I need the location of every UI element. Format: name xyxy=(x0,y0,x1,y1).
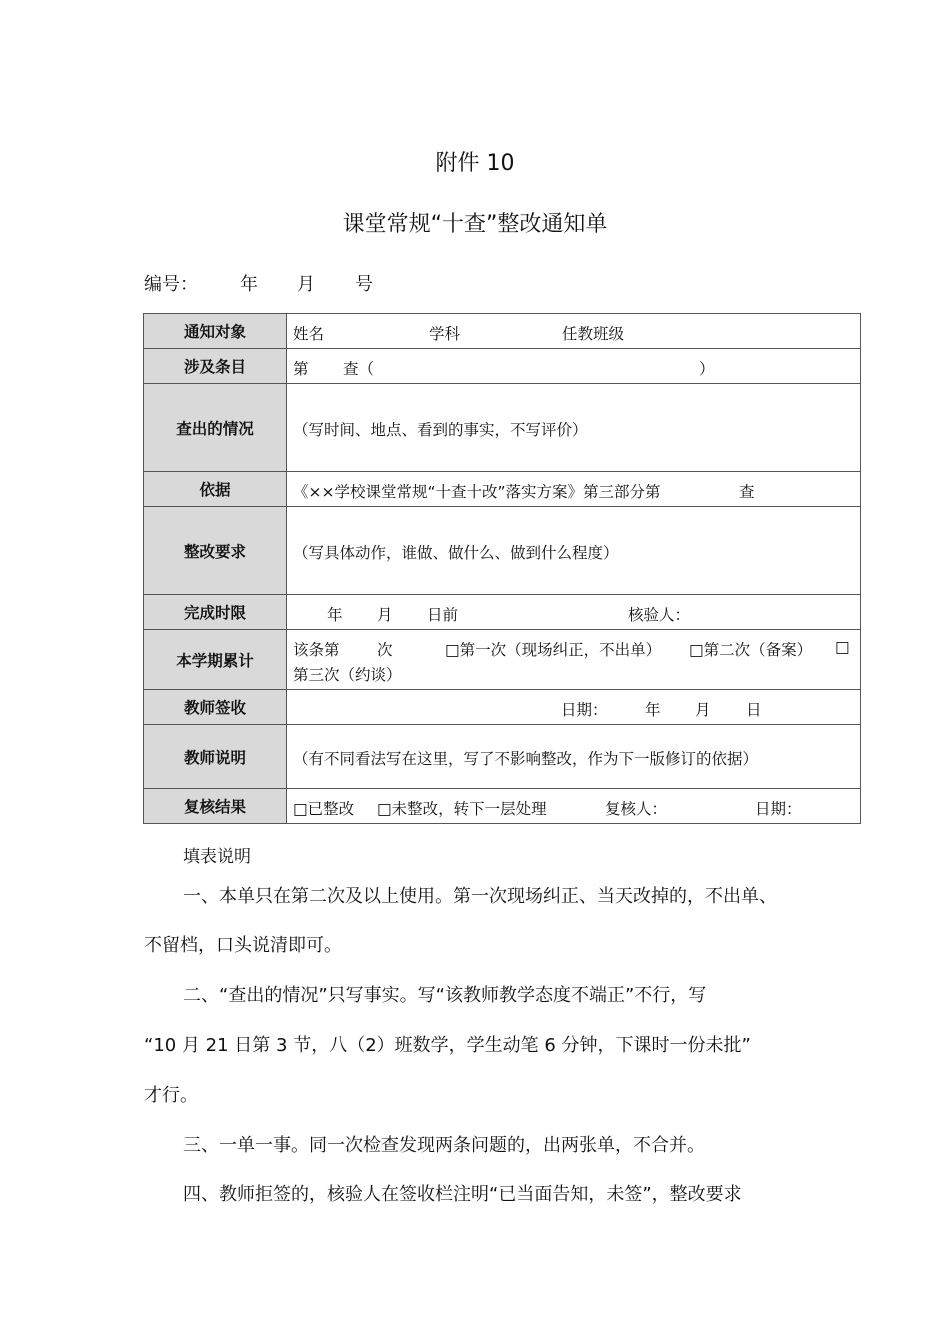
row-notify-target xyxy=(144,314,861,349)
class-label: 任教班级 xyxy=(562,325,625,343)
review-date-label: 日期： xyxy=(755,800,802,818)
instruction-2-line-1: 二、“查出的情况”只写事实。写“该教师教学态度不端正”不行，写 xyxy=(183,985,707,1006)
term-count-field[interactable] xyxy=(287,630,861,690)
label-findings: 查出的情况 xyxy=(144,384,287,472)
option-third-box[interactable]: □ xyxy=(835,638,850,656)
serial-line xyxy=(0,270,950,294)
row-findings xyxy=(144,384,861,472)
document-title: 课堂常规“十查”整改通知单 xyxy=(342,212,608,237)
row-review-result xyxy=(144,789,861,824)
verifier-label: 核验人： xyxy=(628,606,691,624)
requirement-field[interactable] xyxy=(287,507,861,595)
label-basis: 依据 xyxy=(144,472,287,507)
sign-year: 年 xyxy=(645,701,661,719)
row-teacher-sign xyxy=(144,690,861,725)
option-third: 第三次（约谈） xyxy=(293,666,402,684)
sign-date-label: 日期： xyxy=(561,701,608,719)
findings-field[interactable] xyxy=(287,384,861,472)
deadline-field[interactable] xyxy=(287,595,861,630)
option-done[interactable]: □已整改 xyxy=(293,800,355,818)
reviewer-label: 复核人： xyxy=(605,800,668,818)
item-close-paren: ） xyxy=(699,360,715,378)
serial-number: 号 xyxy=(355,274,373,295)
notice-form-table xyxy=(143,313,861,824)
name-label: 姓名 xyxy=(293,325,325,343)
sign-day: 日 xyxy=(746,701,762,719)
requirement-hint: （写具体动作，谁做、做什么、做到什么程度） xyxy=(293,544,619,562)
row-teacher-note xyxy=(144,725,861,789)
review-result-field[interactable] xyxy=(287,789,861,824)
label-requirement: 整改要求 xyxy=(144,507,287,595)
sign-month: 月 xyxy=(695,701,711,719)
row-deadline xyxy=(144,595,861,630)
basis-cha: 查 xyxy=(739,483,755,501)
count-suffix: 次 xyxy=(377,641,393,659)
instruction-1-line-2: 不留档，口头说清即可。 xyxy=(144,935,342,956)
label-teacher-sign: 教师签收 xyxy=(144,690,287,725)
row-term-count xyxy=(144,630,861,690)
item-cha: 查（ xyxy=(343,360,375,378)
teacher-sign-field[interactable] xyxy=(287,690,861,725)
option-first[interactable]: □第一次（现场纠正，不出单） xyxy=(445,641,662,659)
item-di: 第 xyxy=(293,360,309,378)
basis-field[interactable] xyxy=(287,472,861,507)
item-field[interactable] xyxy=(287,349,861,384)
option-not-done[interactable]: □未整改，转下一层处理 xyxy=(377,800,547,818)
serial-year: 年 xyxy=(240,274,258,295)
row-item xyxy=(144,349,861,384)
serial-label: 编号： xyxy=(144,274,198,295)
deadline-year: 年 xyxy=(327,606,343,624)
row-basis xyxy=(144,472,861,507)
deadline-month: 月 xyxy=(377,606,393,624)
attachment-number: 附件 10 xyxy=(435,151,515,176)
label-deadline: 完成时限 xyxy=(144,595,287,630)
teacher-note-hint: （有不同看法写在这里，写了不影响整改，作为下一版修订的依据） xyxy=(293,750,759,768)
deadline-before: 日前 xyxy=(427,606,459,624)
option-second[interactable]: □第二次（备案） xyxy=(689,641,813,659)
findings-hint: （写时间、地点、看到的事实，不写评价） xyxy=(293,421,588,439)
subject-label: 学科 xyxy=(429,325,461,343)
instructions-heading: 填表说明 xyxy=(183,847,251,867)
instruction-3: 三、一单一事。同一次检查发现两条问题的，出两张单，不合并。 xyxy=(183,1135,705,1156)
serial-month: 月 xyxy=(297,274,315,295)
instruction-4-line-1: 四、教师拒签的，核验人在签收栏注明“已当面告知，未签”，整改要求 xyxy=(183,1184,742,1205)
label-review-result: 复核结果 xyxy=(144,789,287,824)
label-term-count: 本学期累计 xyxy=(144,630,287,690)
row-requirement xyxy=(144,507,861,595)
instruction-2-line-2: “10 月 21 日第 3 节，八（2）班数学，学生动笔 6 分钟，下课时一份未批” xyxy=(144,1035,751,1056)
teacher-note-field[interactable] xyxy=(287,725,861,789)
basis-text: 《××学校课堂常规“十查十改”落实方案》第三部分第 xyxy=(293,483,661,501)
instruction-2-line-3: 才行。 xyxy=(144,1085,198,1106)
count-prefix: 该条第 xyxy=(293,641,340,659)
instruction-1-line-1: 一、本单只在第二次及以上使用。第一次现场纠正、当天改掉的，不出单、 xyxy=(183,886,777,907)
label-item: 涉及条目 xyxy=(144,349,287,384)
label-notify-target: 通知对象 xyxy=(144,314,287,349)
notify-target-field[interactable] xyxy=(287,314,861,349)
label-teacher-note: 教师说明 xyxy=(144,725,287,789)
